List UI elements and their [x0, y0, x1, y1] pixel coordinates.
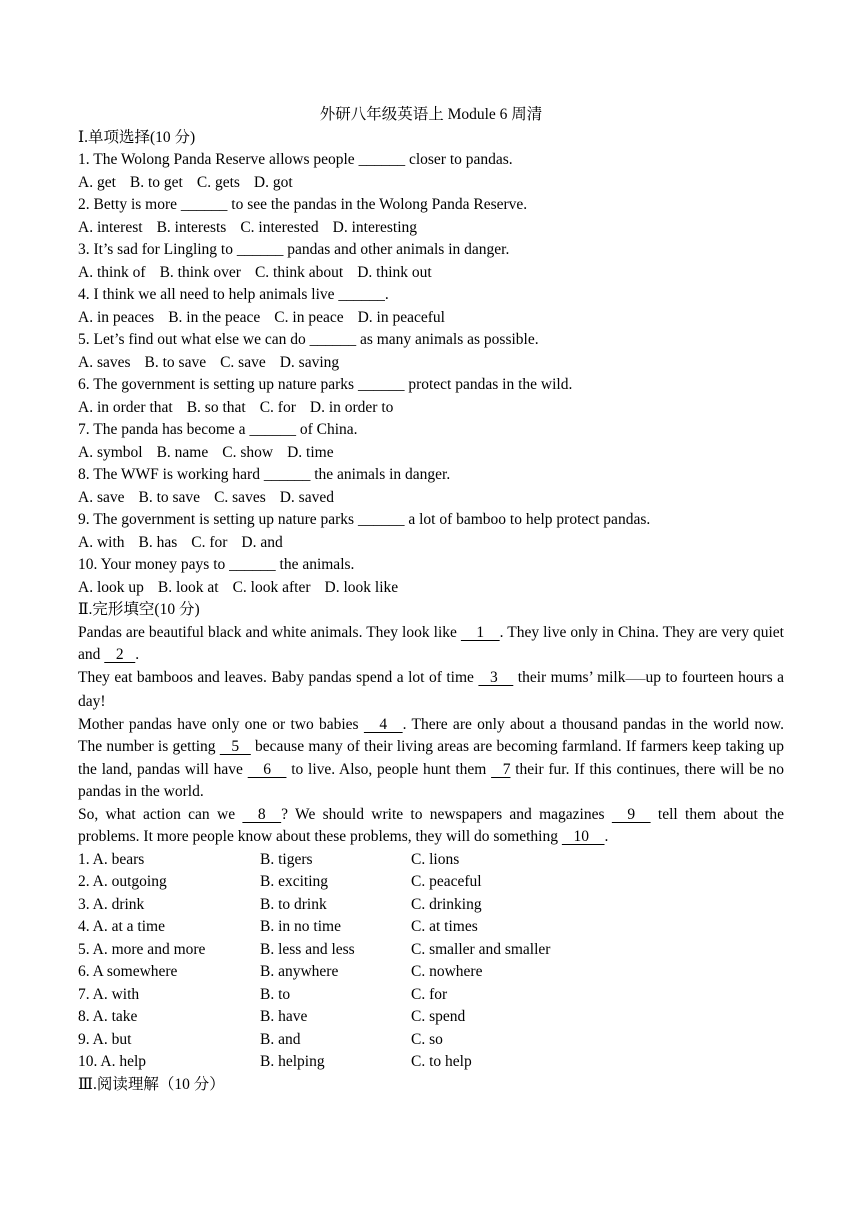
cloze-option-row [78, 1006, 784, 1029]
question-options [78, 262, 784, 285]
question-stem: 7. The panda has become a ______ of China. [78, 421, 358, 438]
question-options [78, 307, 784, 330]
answer-option: D. got [253, 173, 293, 191]
answer-option: A. with [78, 533, 125, 551]
cloze-option-row [78, 871, 784, 894]
cloze-option: C. to help [411, 1053, 472, 1070]
answer-option: A. saves [78, 353, 131, 371]
cloze-blank-1: 1 [460, 623, 500, 641]
cloze-option-row [78, 1051, 784, 1074]
question-options [78, 397, 784, 420]
cloze-option: 8. A. take [78, 1008, 138, 1025]
question-options [78, 217, 784, 240]
cloze-option: 1. A. bears [78, 850, 145, 868]
question-options [78, 577, 784, 600]
cloze-option-row [78, 1029, 784, 1052]
cloze-option: B. tigers [260, 850, 313, 868]
cloze-blank-8: 8 [242, 805, 282, 823]
answer-option: A. interest [78, 218, 143, 236]
cloze-option: B. to [260, 985, 291, 1003]
answer-option: A. in peaces [78, 308, 155, 326]
cloze-option: C. so [411, 1030, 443, 1048]
cloze-blank-6: 6 [247, 760, 287, 778]
question-options [78, 352, 784, 375]
answer-option: D. saved [279, 488, 334, 506]
cloze-blank-5: 5 [219, 738, 251, 755]
cloze-text: Mother pandas have only one or two babies [78, 715, 364, 733]
cloze-paragraph-2 [78, 667, 784, 714]
cloze-paragraph-4 [78, 804, 784, 849]
answer-option: B. look at [157, 578, 219, 596]
cloze-text: . [135, 646, 140, 663]
cloze-blank-7: 7 [491, 760, 511, 778]
answer-option: D. look like [324, 578, 399, 596]
cloze-option: 5. A. more and more [78, 940, 206, 958]
cloze-option: C. drinking [411, 895, 482, 913]
cloze-option: C. spend [411, 1008, 466, 1025]
answer-option: C. interested [240, 218, 319, 236]
cloze-text: So, what action can we [78, 805, 243, 823]
question-options [78, 532, 784, 555]
answer-option: D. think out [357, 263, 432, 281]
cloze-options [78, 849, 784, 1074]
cloze-option: B. anywhere [260, 963, 339, 980]
cloze-paragraph-1 [78, 622, 784, 667]
dash-mark: ―― [625, 673, 646, 685]
answer-option: C. gets [196, 173, 240, 191]
cloze-option-row [78, 939, 784, 962]
cloze-blank-3: 3 [478, 668, 514, 686]
cloze-text: up to fourteen hours a day! [78, 668, 784, 710]
answer-option: C. for [259, 398, 296, 416]
answer-option: D. interesting [332, 218, 418, 236]
cloze-blank-10: 10 [561, 828, 605, 845]
cloze-option: B. in no time [260, 918, 341, 935]
cloze-text: their mums’ milk [513, 668, 626, 686]
cloze-text: . There are only about a thousand pandas in the world now. The number is getting [78, 715, 784, 755]
cloze-option-row [78, 961, 784, 984]
cloze-option: B. less and less [260, 940, 355, 958]
answer-option: B. has [138, 533, 178, 551]
cloze-text: to live. Also, people hunt them [286, 760, 492, 778]
cloze-option-row [78, 916, 784, 939]
answer-option: A. think of [78, 263, 146, 281]
cloze-option: 4. A. at a time [78, 918, 165, 935]
answer-option: B. to save [144, 353, 207, 371]
question-options [78, 442, 784, 465]
cloze-option: C. at times [411, 918, 478, 935]
answer-option: C. in peace [274, 308, 344, 326]
answer-option: B. in the peace [168, 308, 261, 326]
cloze-option-row [78, 984, 784, 1007]
cloze-option: 10. A. help [78, 1053, 147, 1070]
answer-option: B. interests [156, 218, 227, 236]
answer-option: A. in order that [78, 398, 173, 416]
worksheet-page [78, 104, 784, 1096]
question-stem: 6. The government is setting up nature parks ______ protect pandas in the wild. [78, 376, 573, 393]
cloze-option: B. have [260, 1008, 308, 1025]
cloze-option: C. peaceful [411, 873, 482, 890]
cloze-option: B. to drink [260, 895, 327, 913]
section-3-heading: Ⅲ.阅读理解（10 分） [78, 1075, 225, 1093]
question-stem: 10. Your money pays to ______ the animals. [78, 556, 355, 573]
answer-option: A. save [78, 488, 125, 506]
cloze-text: their fur. If this continues, there will be no pandas in the world. [78, 760, 784, 800]
cloze-blank-4: 4 [363, 715, 403, 733]
section-2-heading: Ⅱ.完形填空(10 分) [78, 601, 200, 618]
cloze-text: . [604, 828, 609, 845]
cloze-paragraph-3 [78, 714, 784, 804]
cloze-option: C. smaller and smaller [411, 940, 551, 958]
cloze-text: They eat bamboos and leaves. Baby pandas spend a lot of time [78, 668, 479, 686]
answer-option: C. saves [214, 488, 266, 506]
answer-option: D. in order to [309, 398, 394, 416]
cloze-option: 7. A. with [78, 985, 140, 1003]
cloze-option: 2. A. outgoing [78, 873, 167, 890]
answer-option: A. get [78, 173, 116, 191]
question-stem: 3. It’s sad for Lingling to ______ pandas and other animals in danger. [78, 241, 510, 258]
cloze-option: 6. A somewhere [78, 963, 178, 980]
answer-option: B. think over [159, 263, 241, 281]
question-stem: 2. Betty is more ______ to see the pandas in the Wolong Panda Reserve. [78, 196, 528, 213]
cloze-option: 3. A. drink [78, 895, 145, 913]
answer-option: C. look after [232, 578, 311, 596]
cloze-blank-2: 2 [104, 646, 136, 663]
question-stem: 1. The Wolong Panda Reserve allows people ______ closer to pandas. [78, 151, 513, 168]
cloze-blank-9: 9 [611, 805, 651, 823]
answer-option: D. saving [279, 353, 340, 371]
cloze-option: B. helping [260, 1053, 325, 1070]
answer-option: B. to get [129, 173, 183, 191]
cloze-option: C. lions [411, 850, 460, 868]
cloze-option-row [78, 849, 784, 872]
cloze-text: because many of their living areas are becoming farmland. If farmers keep taking up the land, pandas will have [78, 738, 784, 778]
answer-option: C. save [220, 353, 266, 371]
cloze-text: Pandas are beautiful black and white animals. They look like [78, 623, 461, 641]
answer-option: C. think about [254, 263, 344, 281]
cloze-option-row [78, 894, 784, 917]
question-stem: 8. The WWF is working hard ______ the animals in danger. [78, 466, 451, 483]
answer-option: B. so that [186, 398, 246, 416]
section-1-heading: Ⅰ.单项选择(10 分) [78, 128, 196, 146]
answer-option: B. name [156, 443, 209, 461]
section-1-questions [78, 149, 784, 599]
cloze-option: B. and [260, 1030, 301, 1048]
cloze-option: C. nowhere [411, 963, 483, 980]
answer-option: B. to save [138, 488, 201, 506]
cloze-option: C. for [411, 985, 448, 1003]
cloze-option: B. exciting [260, 873, 329, 890]
answer-option: D. and [241, 533, 283, 551]
answer-option: D. time [287, 443, 334, 461]
answer-option: D. in peaceful [357, 308, 445, 326]
question-options [78, 487, 784, 510]
answer-option: C. show [222, 443, 274, 461]
answer-option: A. symbol [78, 443, 143, 461]
cloze-text: . They live only in China. They are very quiet and [78, 623, 784, 663]
page-title: 外研八年级英语上 Module 6 周清 [319, 106, 543, 123]
answer-option: A. look up [78, 578, 144, 596]
question-stem: 5. Let’s find out what else we can do ______ as many animals as possible. [78, 331, 539, 348]
cloze-text: tell them about the problems. It more people know about these problems, they will do something [78, 805, 784, 845]
answer-option: C. for [191, 533, 228, 551]
cloze-option: 9. A. but [78, 1030, 132, 1048]
question-options [78, 172, 784, 195]
question-stem: 4. I think we all need to help animals live ______. [78, 286, 389, 303]
cloze-text: ? We should write to newspapers and magazines [281, 805, 612, 823]
question-stem: 9. The government is setting up nature parks ______ a lot of bamboo to help protect pandas. [78, 511, 651, 528]
